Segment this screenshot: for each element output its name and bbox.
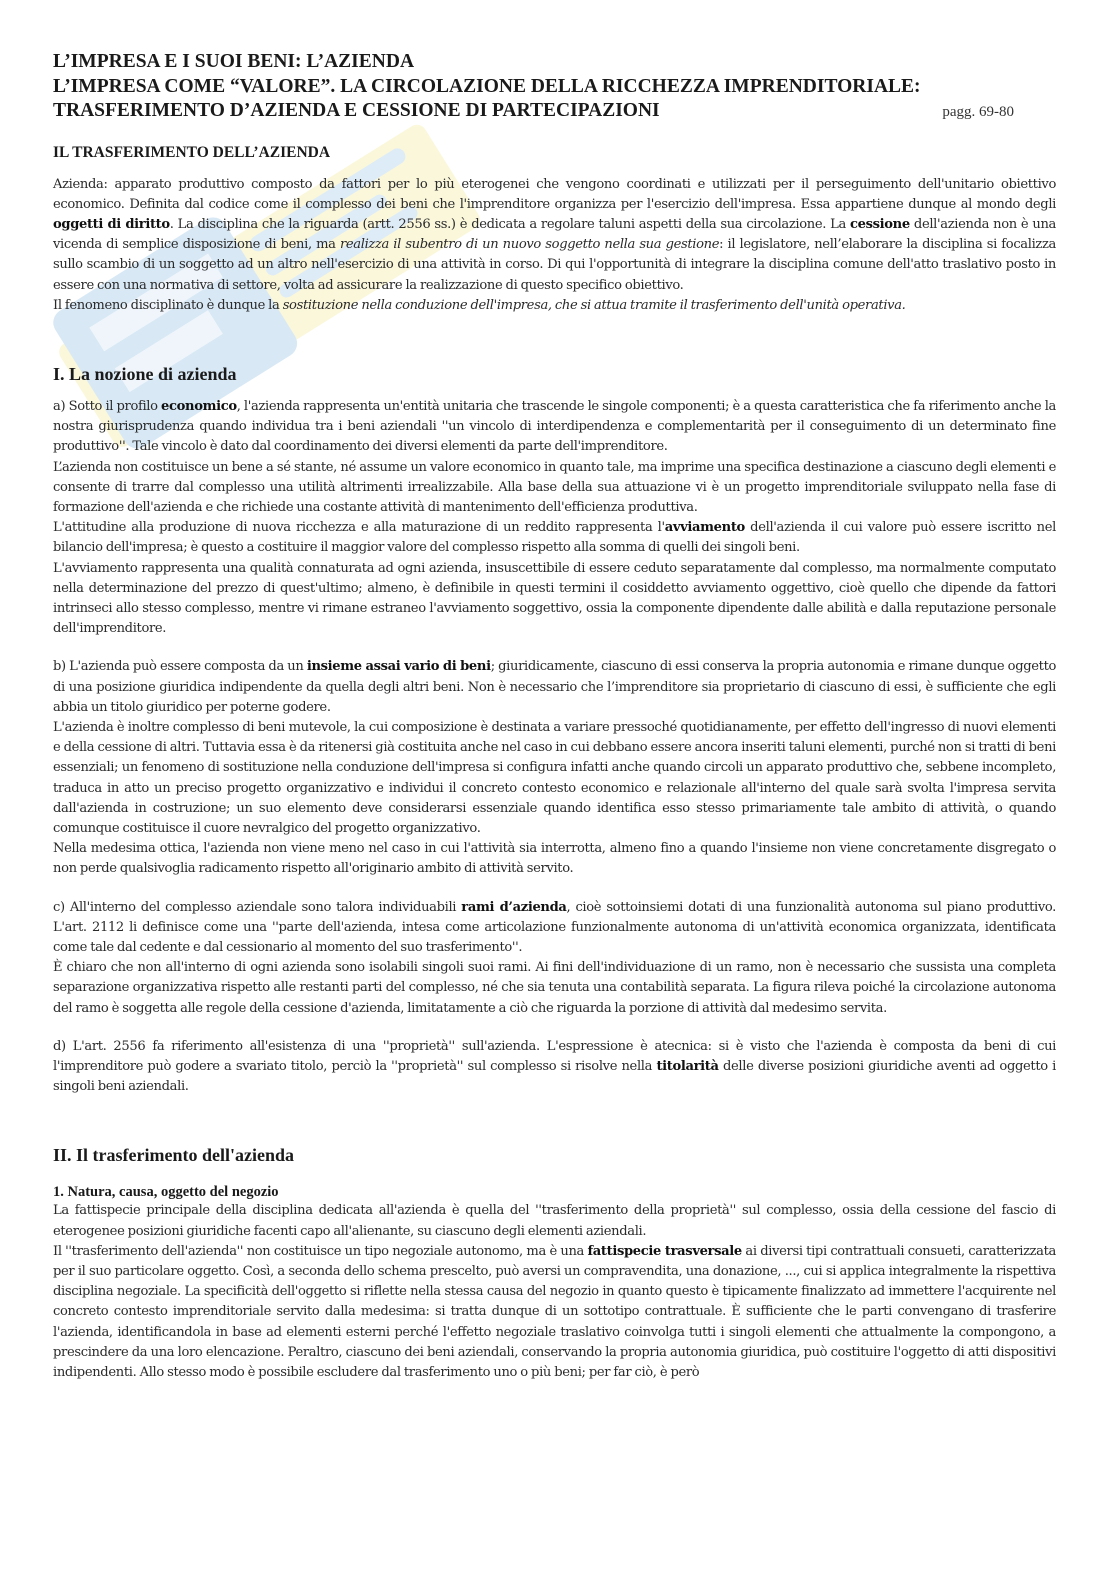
title-line-3: TRASFERIMENTO D’AZIENDA E CESSIONE DI PARTECIPAZIONI xyxy=(53,100,660,121)
title-row xyxy=(53,99,1056,124)
title-line-1: L’IMPRESA E I SUOI BENI: L’AZIENDA xyxy=(53,51,415,72)
document-page xyxy=(53,50,1056,1383)
section-1-paragraph-c1: c) All'interno del complesso aziendale sono talora individuabili rami d’azienda, cioè sottoinsiemi dotati di una funzionalità autonoma sul piano produttivo. L'art. 2112 li definisce come una ''parte dell'azienda, intesa come articolazione funzionalmente autonoma di un'attività economica organizzata, identificata come tale dal cedente e dal cessionario al momento del suo trasferimento''. xyxy=(53,899,1056,955)
section-1-paragraph-c2: È chiaro che non all'interno di ogni azienda sono isolabili singoli suoi rami. Ai fini dell'individuazione di un ramo, non è necessario che sussista una completa separazione organizzativa rispetto alle restanti parti del complesso, né che sia tenuta una contabilità separata. La figura rileva poiché la circolazione autonoma del ramo è soggetta alle regole della cessione d'azienda, limitatamente a ciò che riguarda la porzione di attività dal medesimo servita. xyxy=(53,960,1056,1016)
intro-paragraph-1: Azienda: apparato produttivo composto da fattori per lo più eterogenei che vengono coordinati e utilizzati per il perseguimento dell'unitario obiettivo economico. Definita dal codice come il complesso dei beni che l'imprenditore organizza per l'esercizio dell'impresa. Essa appartiene dunque al mondo degli oggetti di diritto. La disciplina che la riguarda (artt. 2556 ss.) è dedicata a regolare taluni aspetti della sua circolazione. La cessione dell'azienda non è una vicenda di semplice disposizione di beni, ma realizza il subentro di un nuovo soggetto nella sua gestione: il legislatore, nell’elaborare la disciplina si focalizza sullo scambio di un soggetto ad un altro nell'esercizio di una attività in corso. Di qui l'opportunità di integrare la disciplina comune dell'atto traslativo posto in essere con una normativa di settore, volta ad assicurare la realizzazione di questo specifico obiettivo. xyxy=(53,176,1057,293)
section-2-paragraph-2: Il ''trasferimento dell'azienda'' non costituisce un tipo negoziale autonomo, ma è una fattispecie trasversale ai diversi tipi contrattuali consueti, caratterizzata per il suo particolare oggetto. Così, a seconda dello schema prescelto, può aversi un compravendita, una donazione, ..., cui si applica integralmente la rispettiva disciplina negoziale. La specificità dell'oggetto si riflette nella stessa causa del negozio in quanto questo è tipicamente finalizzato ad immettere l'acquirente nel concreto contesto imprenditoriale servito dalla medesima: si tratta dunque di un sottotipo contrattuale. È sufficiente che le parti convengano di trasferire l'azienda, identificandola in base ad elementi esterni perché l'effetto negoziale traslativo coinvolga tutti i singoli elementi che attualmente la compongono, a prescindere da una loro elencazione. Peraltro, ciascuno dei beni aziendali, conservando la propria autonomia giuridica, può costituire l'oggetto di atti dispositivi indipendenti. Allo stesso modo è possibile escludere dal trasferimento uno o più beni; per far ciò, è però xyxy=(53,1243,1057,1381)
section-1-paragraph-d1: d) L'art. 2556 fa riferimento all'esistenza di una ''proprietà'' sull'azienda. L'espressione è atecnica: si è visto che l'azienda è composta da beni di cui l'imprenditore può godere a svariato titolo, perciò la ''proprietà'' sul complesso si risolve nella titolarità delle diverse posizioni giuridiche aventi ad oggetto i singoli beni aziendali. xyxy=(53,1038,1056,1095)
section-2-paragraph-1: La fattispecie principale della disciplina dedicata all'azienda è quella del ''trasferimento della proprietà'' sul complesso, ossia della cessione del fascio di eterogenee posizioni giuridiche facenti capo all'alienante, su ciascuno degli elementi aziendali. xyxy=(53,1203,1056,1239)
section-1-heading: I. La nozione di azienda xyxy=(53,363,237,384)
section-1-paragraph-a3: L'attitudine alla produzione di nuova ricchezza e alla maturazione di un reddito rappresenta l'avviamento dell'azienda il cui valore può essere iscritto nel bilancio dell'impresa; è questo a costituire il maggior valore del complesso rispetto alla somma di quelli dei singoli beni. xyxy=(53,520,1056,556)
title-line-2: L’IMPRESA COME “VALORE”. LA CIRCOLAZIONE DELLA RICCHEZZA IMPRENDITORIALE: xyxy=(53,75,921,97)
intro-paragraph-2: Il fenomeno disciplinato è dunque la sostituzione nella conduzione dell'impresa, che si attua tramite il trasferimento dell'unità operativa. xyxy=(53,297,906,313)
pages-reference: pagg. 69-80 xyxy=(942,104,1014,120)
section-1-paragraph-b3: Nella medesima ottica, l'azienda non viene meno nel caso in cui l'attività sia interrotta, almeno fino a quando l'insieme non viene concretamente disgregato o non perde qualsivoglia radicamento rispetto all'originario ambito di attività servito. xyxy=(53,841,1056,877)
section-2-subheading-1: 1. Natura, causa, oggetto del negozio xyxy=(53,1184,279,1201)
intro-heading: IL TRASFERIMENTO DELL’AZIENDA xyxy=(53,143,331,161)
section-1-paragraph-b2: L'azienda è inoltre complesso di beni mutevole, la cui composizione è destinata a variare pressoché quotidianamente, per effetto dell'ingresso di nuovi elementi e della cessione di altri. Tuttavia essa è da ritenersi già costituita anche nel caso in cui debbano essere ancora inseriti taluni elementi, purché non si tratti di beni essenziali; un fenomeno di sostituzione nella conduzione dell'impresa si configura infatti anche quando circoli un apparato produttivo che, sebbene incompleto, traduca in atto un preciso progetto organizzativo e individui il concreto contesto economico e relazionale all'interno del quale sarà svolta l'impresa servita dall'azienda in costruzione; un suo elemento deve considerarsi essenziale quando identifica esso stesso primariamente tale ambito di attività, o quando comunque costituisce il cuore nevralgico del progetto organizzativo. xyxy=(53,719,1056,836)
section-2-heading: II. Il trasferimento dell'azienda xyxy=(53,1145,294,1166)
section-1-paragraph-a4: L'avviamento rappresenta una qualità connaturata ad ogni azienda, insuscettibile di essere ceduto separatamente dal complesso, ma normalmente computato nella determinazione del prezzo di quest'ultimo; almeno, è definibile in questi termini il cosiddetto avviamento oggettivo, cioè quello che dipende da fattori intrinseci allo stesso complesso, mentre vi rimane estraneo l'avviamento soggettivo, ossia la componente dipendente dalle abilità e dalla reputazione personale dell'imprenditore. xyxy=(53,560,1056,637)
section-1-paragraph-b1: b) L'azienda può essere composta da un insieme assai vario di beni; giuridicamente, ciascuno di essi conserva la propria autonomia e rimane dunque oggetto di una posizione giuridica indipendente da quella degli altri beni. Non è necessario che l’imprenditore sia proprietario di ciascuno di essi, è sufficiente che egli abbia un titolo giuridico per poterne godere. xyxy=(53,659,1057,715)
section-1-paragraph-a2: L’azienda non costituisce un bene a sé stante, né assume un valore economico in quanto tale, ma imprime una specifica destinazione a ciascuno degli elementi e consente di trarre dal complesso una utilità altrimenti irrealizzabile. Alla base della sua attuazione vi è un progetto imprenditoriale sviluppato nella fase di formazione dell'azienda e che richiede una costante attività di mantenimento dell'efficienza produttiva. xyxy=(53,459,1056,515)
section-1-paragraph-a1: a) Sotto il profilo economico, l'azienda rappresenta un'entità unitaria che trascende le singole componenti; è a questa caratteristica che fa riferimento anche la nostra giurisprudenza quando individua tra i beni aziendali ''un vincolo di interdipendenza e complementarità per il conseguimento di un determinato fine produttivo''. Tale vincolo è dato dal coordinamento dei diversi elementi da parte dell'imprenditore. xyxy=(53,398,1056,455)
